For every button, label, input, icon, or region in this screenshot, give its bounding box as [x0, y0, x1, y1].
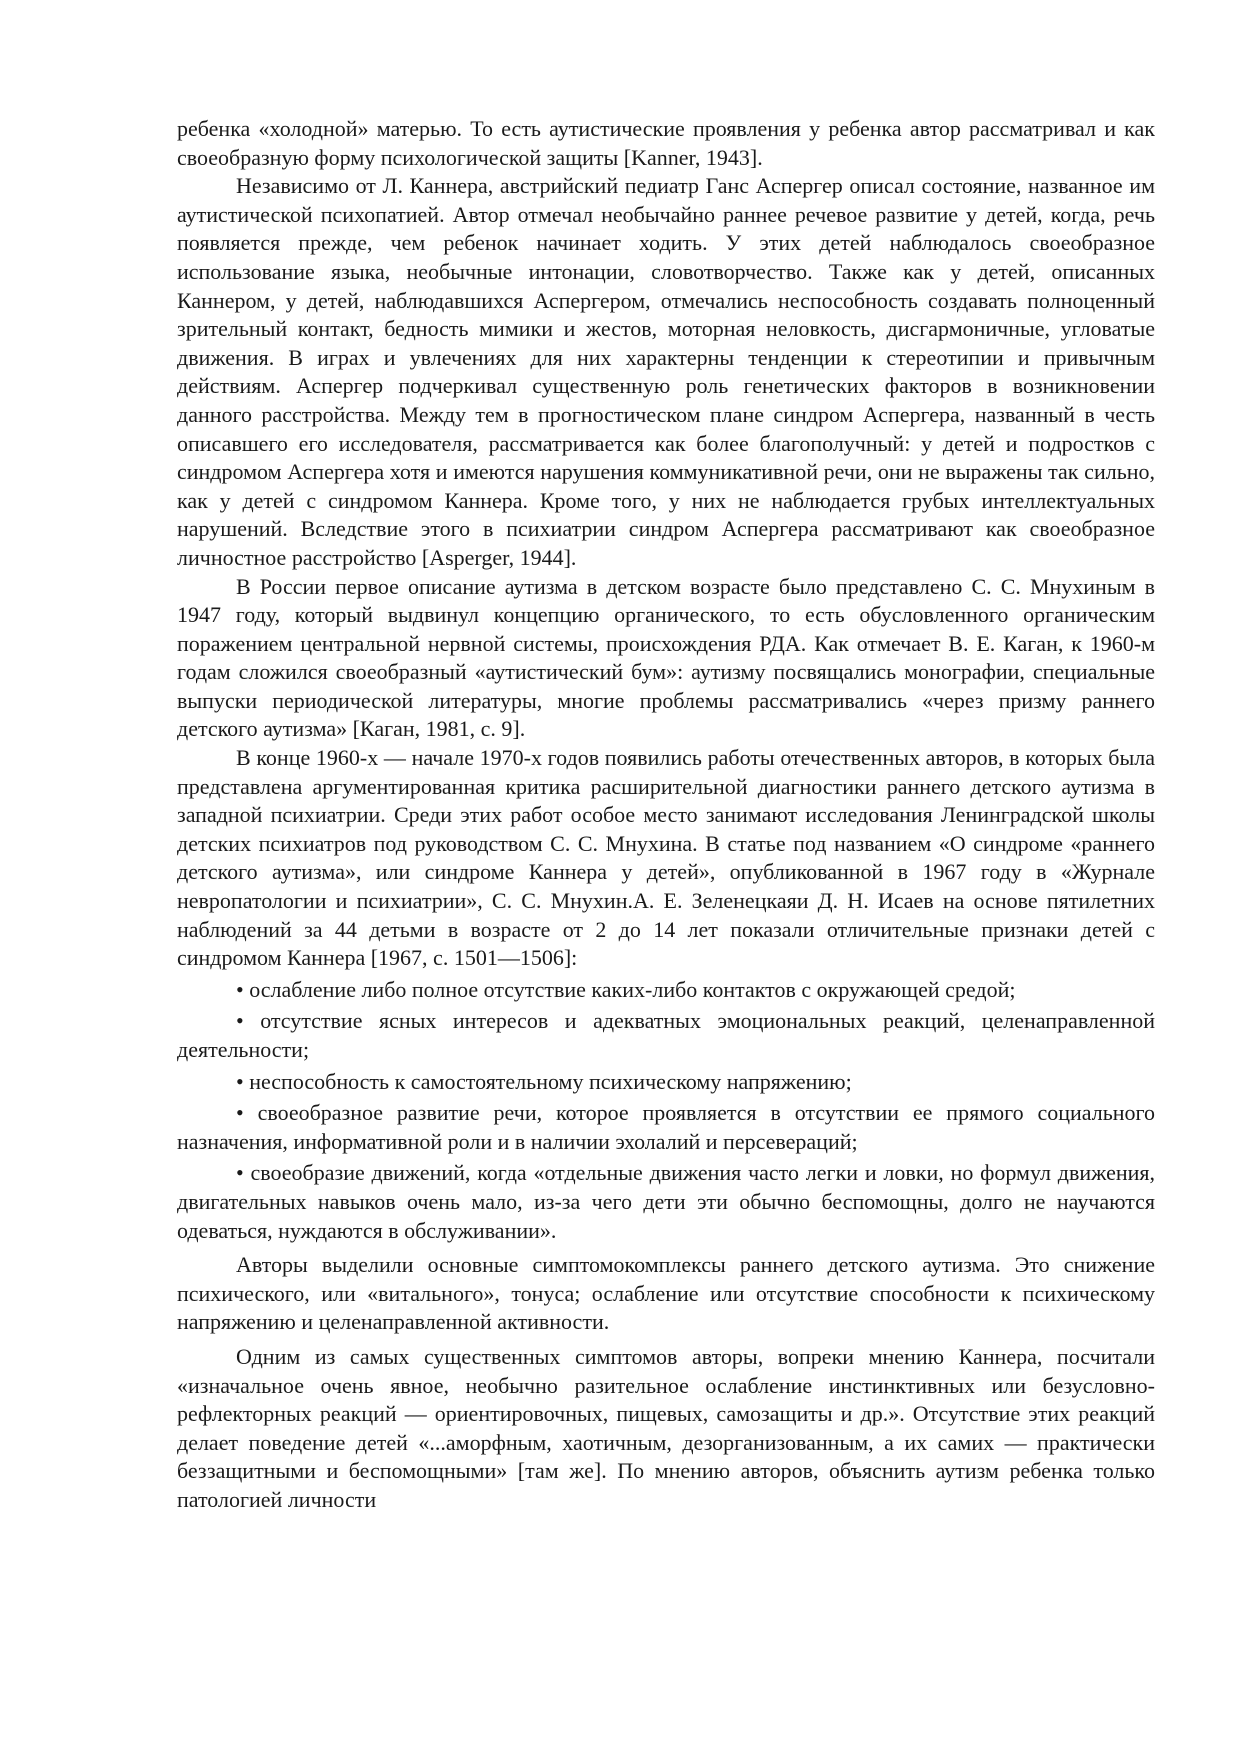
bullet-list: [177, 976, 1155, 1245]
paragraph-asperger: Независимо от Л. Каннера, австрийский педиатр Ганс Аспергер описал состояние, названное им аутистической психопатией. Автор отмечал необычайно раннее речевое развитие у детей, когда, речь появляется прежде, чем ребенок начинает ходить. У этих детей наблюдалось своеобразное использование языка, необычные интонации, словотворчество. Также как у детей, описанных Каннером, у детей, наблюдавшихся Аспергером, отмечались неспособность создавать полноценный зрительный контакт, бедность мимики и жестов, моторная неловкость, дисгармоничные, угловатые движения. В играх и увлечениях для них характерны тенденции к стереотипии и привычным действиям. Аспергер подчеркивал существенную роль генетических факторов в возникновении данного расстройства. Между тем в прогностическом плане синдром Аспергера, названный в честь описавшего его исследователя, рассматривается как более благополучный: у детей и подростков с синдромом Аспергера хотя и имеются нарушения коммуникативной речи, они не выражены так сильно, как у детей с синдромом Каннера. Кроме того, у них не наблюдается грубых интеллектуальных нарушений. Вследствие этого в психиатрии синдром Аспергера рассматривают как своеобразное личностное расстройство [Asperger, 1944].: [177, 173, 1155, 570]
paragraph-instinctive-reactions: Одним из самых существенных симптомов авторы, вопреки мнению Каннера, посчитали «изначальное очень явное, необычно разительное ослабление инстинктивных или безусловно-рефлекторных реакций — ориентировочных, пищевых, самозащиты и др.». Отсутствие этих реакций делает поведение детей «...аморфным, хаотичным, дезорганизованным, а их самих — практически беззащитными и беспомощными» [там же]. По мнению авторов, объяснить аутизм ребенка только патологией личности: [177, 1343, 1155, 1512]
list-item: • ослабление либо полное отсутствие каких-либо контактов с окружающей средой;: [236, 976, 1016, 1002]
paragraph-1960s: В конце 1960-х — начале 1970-х годов появились работы отечественных авторов, в которых была представлена аргументированная критика расширительной диагностики раннего детского аутизма в западной психиатрии. Среди этих работ особое место занимают исследования Ленинградской школы детских психиатров под руководством С. С. Мнухина. В статье под названием «О синдроме «раннего детского аутизма», или синдроме Каннера у детей», опубликованной в 1967 году в «Журнале невропатологии и психиатрии», С. С. Мнухин.А. Е. Зеленецкаяи Д. Н. Исаев на основе пятилетних наблюдений за 44 детьми в возрасте от 2 до 14 лет показали отличительные признаки детей с синдромом Каннера [1967, с. 1501—1506]:: [177, 745, 1155, 971]
list-item: • своеобразное развитие речи, которое проявляется в отсутствии ее прямого социального назначения, информативной роли и в наличии эхолалий и персевераций;: [177, 1100, 1155, 1154]
list-item: • своеобразие движений, когда «отдельные движения часто легки и ловки, но формул движения, двигательных навыков очень мало, из-за чего дети эти обычно беспомощны, долго не научаются одеваться, нуждаются в обслуживании».: [177, 1160, 1155, 1243]
list-item: • отсутствие ясных интересов и адекватных эмоциональных реакций, целенаправленной деятельности;: [177, 1008, 1155, 1062]
paragraph-russia: В России первое описание аутизма в детском возрасте было представлено С. С. Мнухиным в 1947 году, который выдвинул концепцию органического, то есть обусловленного органическим поражением центральной нервной системы, происхождения РДА. Как отмечает В. Е. Каган, к 1960-м годам сложился своеобразный «аутистический бум»: аутизму посвящались монографии, специальные выпуски периодической литературы, многие проблемы рассматривались «через призму раннего детского аутизма» [Каган, 1981, с. 9].: [177, 573, 1155, 742]
paragraph-symptom-complexes: Авторы выделили основные симптомокомплексы раннего детского аутизма. Это снижение психического, или «витального», тонуса; ослабление или отсутствие способности к психическому напряжению и целенаправленной активности.: [177, 1252, 1155, 1335]
document-page: [177, 115, 1155, 1515]
paragraph-kanner-end: ребенка «холодной» матерью. То есть аутистические проявления у ребенка автор рассматривал и как своеобразную форму психологической защиты [Kanner, 1943].: [177, 116, 1155, 170]
list-item: • неспособность к самостоятельному психическому напряжению;: [236, 1068, 852, 1094]
